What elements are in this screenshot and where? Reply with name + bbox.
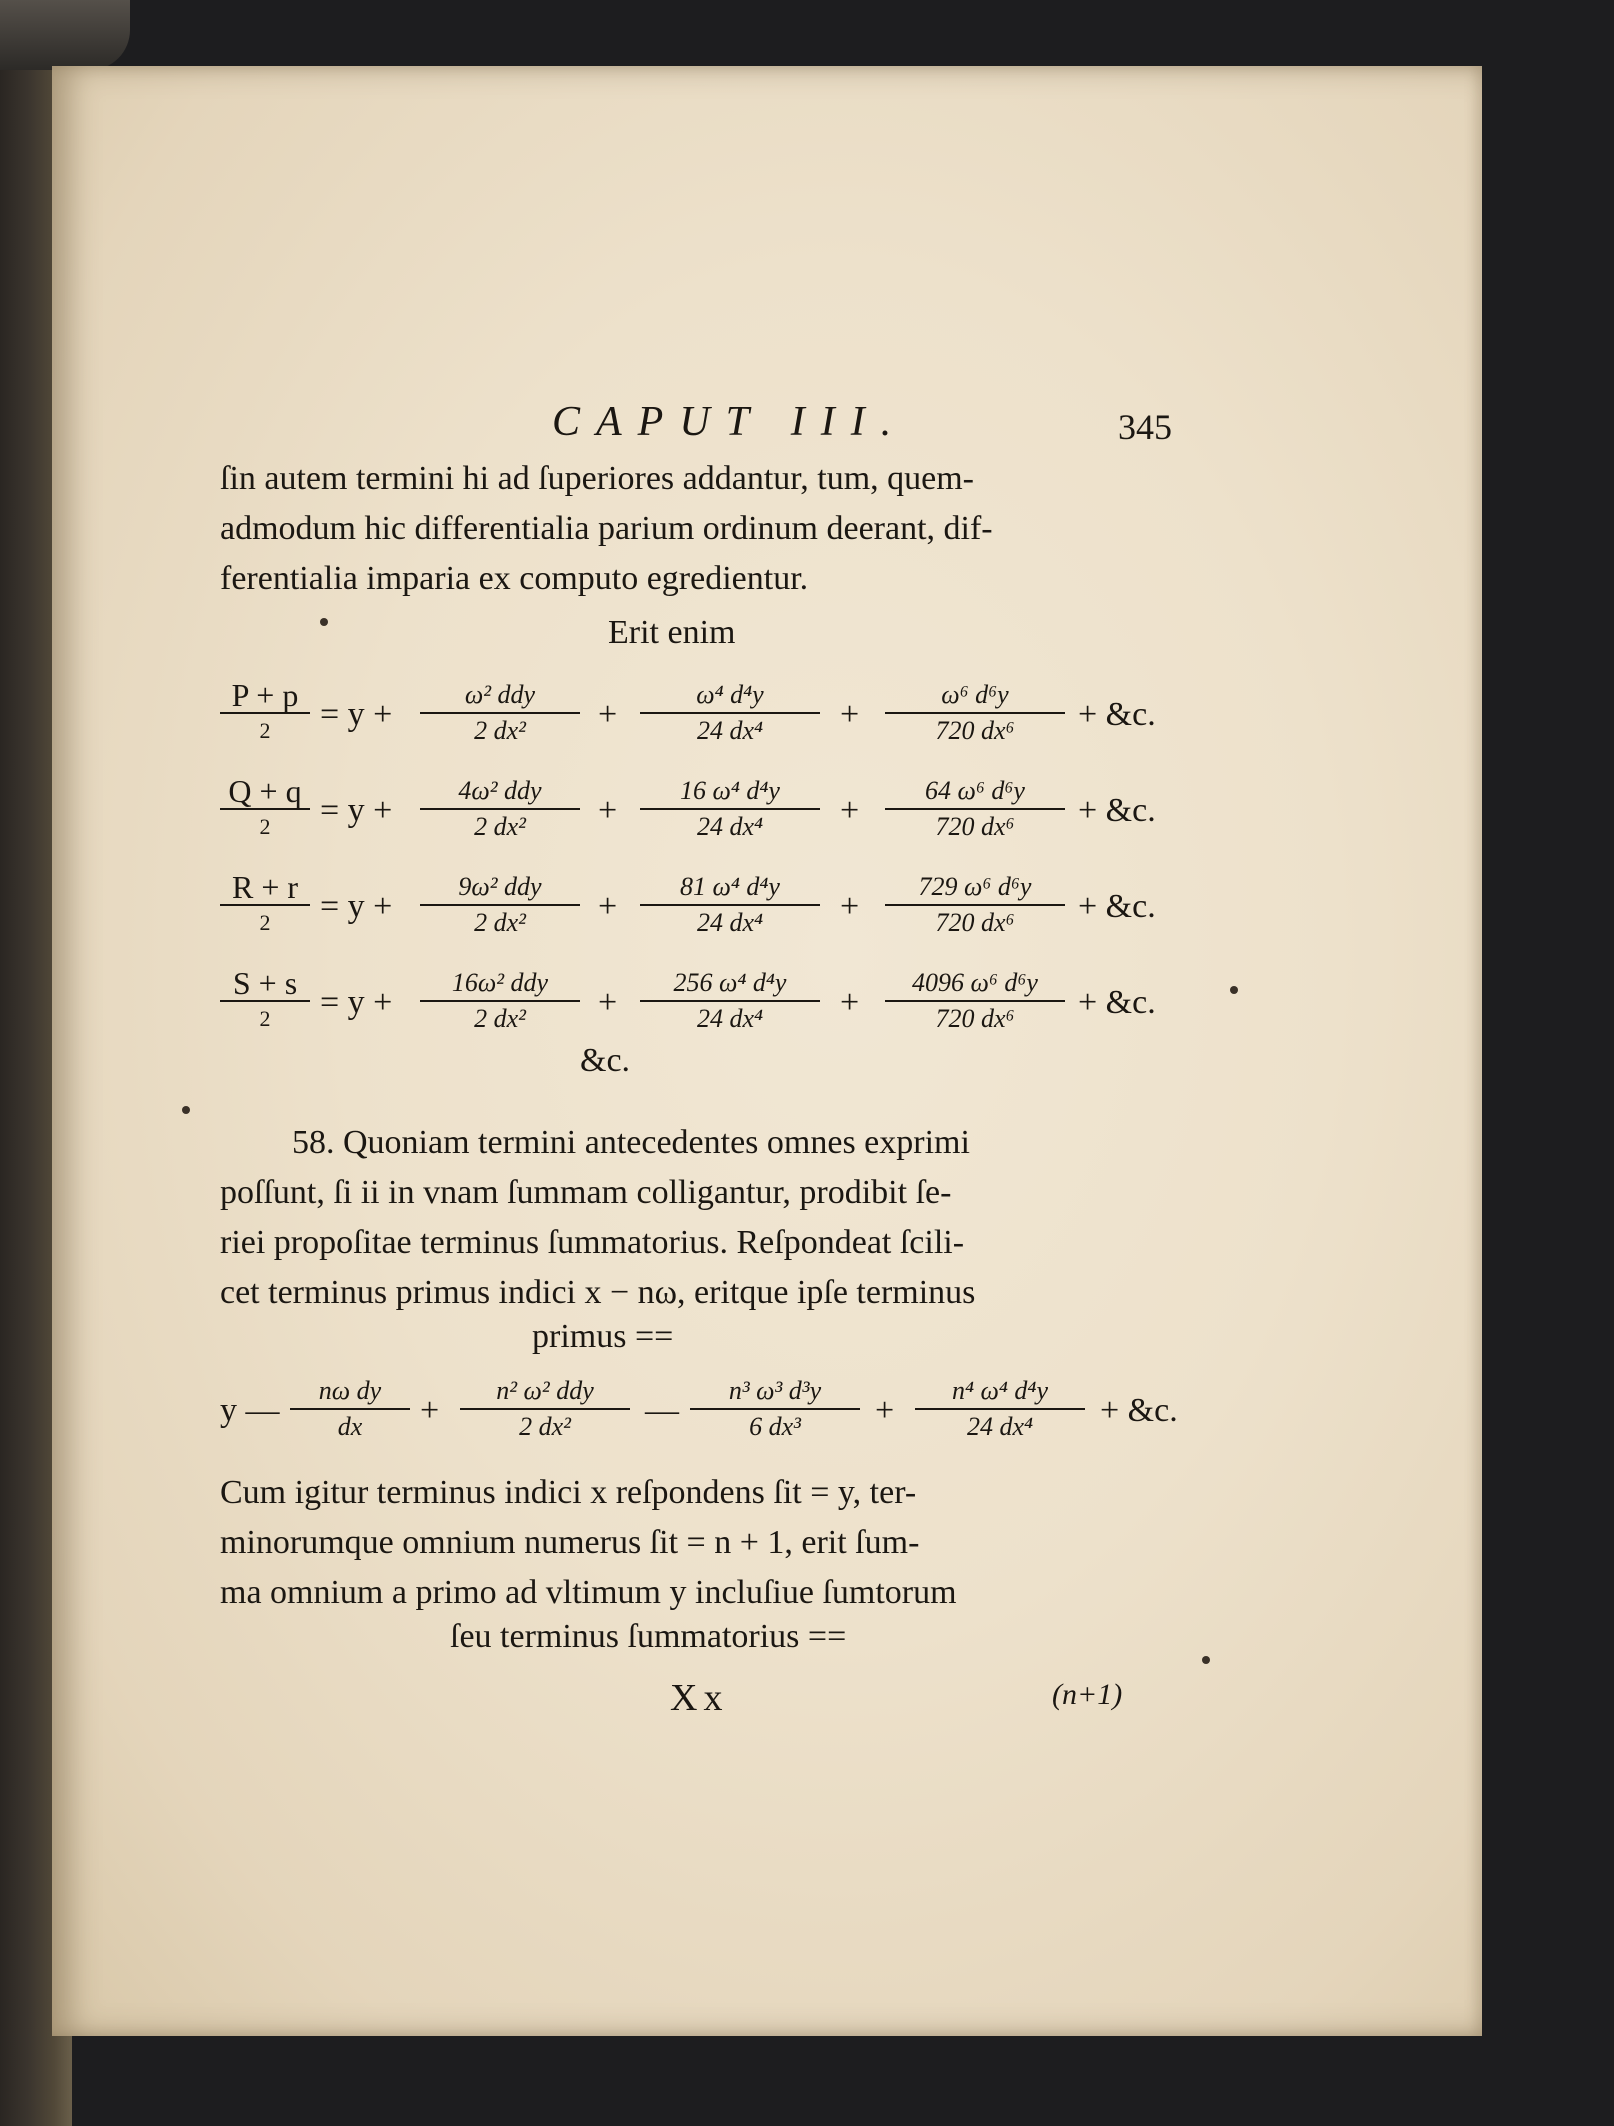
text-line: 58. Quoniam termini antecedentes omnes exprimi: [292, 1124, 970, 1161]
text-line: cet terminus primus indici x − nω, eritque ipſe terminus: [220, 1274, 976, 1311]
equation-row: [220, 773, 1156, 854]
plus-sign: +: [840, 984, 860, 1021]
lhs-fraction: S + s 2: [220, 966, 310, 1036]
term-fraction: $\frac{\text{729 ω⁶ d⁶y}}{\text{720 dx⁶}}$: [885, 870, 1065, 940]
term-fraction: 4ω² ddy 2 dx²: [420, 774, 580, 844]
term-fraction: 16ω² ddy 2 dx²: [420, 966, 580, 1036]
term-fraction: $\frac{\text{n⁴ ω⁴ d⁴y}}{\text{24 dx⁴}}$: [915, 1374, 1085, 1444]
term-fraction: $\frac{\text{ω⁶ d⁶y}}{\text{720 dx⁶}}$: [885, 678, 1065, 748]
primus-line: primus ==: [532, 1318, 674, 1355]
intro-paragraph: [220, 454, 1160, 604]
term-fraction: $\frac{\text{nω dy}}{dx}$: [290, 1374, 410, 1444]
term-fraction: $\frac{\text{64 ω⁶ d⁶y}}{\text{720 dx⁶}}$: [885, 774, 1065, 844]
running-head: CAPUT III.: [552, 399, 908, 445]
etc-line: &c.: [580, 1042, 631, 1079]
plus-sign: +: [840, 888, 860, 925]
plus-etc: + &c.: [1100, 1392, 1178, 1429]
plus-sign: +: [875, 1392, 895, 1429]
equals-y-plus: = y +: [320, 888, 393, 925]
plus-sign: +: [598, 696, 618, 733]
equation-row: [220, 869, 1156, 950]
minus-sign: —: [645, 1392, 679, 1429]
erit-enim: Erit enim: [608, 614, 736, 651]
text-line: poſſunt, ſi ii in vnam ſummam colligantur, prodibit ſe-: [220, 1174, 952, 1211]
plus-etc: + &c.: [1078, 888, 1156, 925]
text-line: riei propoſitae terminus ſummatorius. Reſpondeat ſcili-: [220, 1224, 965, 1261]
seu-line: ſeu terminus ſummatorius ==: [450, 1618, 847, 1655]
plus-sign: +: [420, 1392, 440, 1429]
lhs-fraction: Q + q 2: [220, 774, 310, 844]
term-fraction: $\frac{\text{n³ ω³ d³y}}{\text{6 dx³}}$: [690, 1374, 860, 1444]
term-fraction: 9ω² ddy 2 dx²: [420, 870, 580, 940]
equation-row: [220, 677, 1156, 758]
plus-sign: +: [598, 984, 618, 1021]
plus-sign: +: [598, 792, 618, 829]
equation-row: [220, 965, 1156, 1046]
term-fraction: $\frac{\text{256 ω⁴ d⁴y}}{\text{24 dx⁴}}$: [640, 966, 820, 1036]
equals-y-plus: = y +: [320, 696, 393, 733]
plus-sign: +: [840, 792, 860, 829]
text-line: ſin autem termini hi ad ſuperiores addantur, tum, quem-: [220, 460, 974, 497]
plus-etc: + &c.: [1078, 696, 1156, 733]
text-line: Cum igitur terminus indici x reſpondens ſit = y, ter-: [220, 1474, 917, 1511]
plus-sign: +: [598, 888, 618, 925]
lhs-fraction: R + r 2: [220, 870, 310, 940]
text-line: minorumque omnium numerus ſit = n + 1, erit ſum-: [220, 1524, 920, 1561]
text-line: admodum hic differentialia parium ordinum deerant, dif-: [220, 510, 993, 547]
plus-sign: +: [840, 696, 860, 733]
term-fraction: $\frac{\text{81 ω⁴ d⁴y}}{\text{24 dx⁴}}$: [640, 870, 820, 940]
signature-mark: Xx: [670, 1677, 729, 1719]
equals-y-plus: = y +: [320, 792, 393, 829]
page-number: 345: [1118, 407, 1172, 447]
spine-edge: [0, 0, 130, 70]
plus-etc: + &c.: [1078, 792, 1156, 829]
ink-speck: [182, 1106, 190, 1114]
text-line: ma omnium a primo ad vltimum y incluſiue ſumtorum: [220, 1574, 957, 1611]
ink-speck: [320, 618, 328, 626]
term-fraction: $\frac{\text{4096 ω⁶ d⁶y}}{\text{720 dx⁶}}$: [885, 966, 1065, 1036]
page-header: [552, 398, 1172, 448]
catchword: (n+1): [1052, 1678, 1123, 1711]
term-fraction: $\frac{\text{ω⁴ d⁴y}}{\text{24 dx⁴}}$: [640, 678, 820, 748]
plus-etc: + &c.: [1078, 984, 1156, 1021]
lhs-fraction: P + p 2: [220, 678, 310, 748]
ink-speck: [1230, 986, 1238, 994]
term-fraction: n² ω² ddy 2 dx²: [460, 1374, 630, 1444]
series-row: [220, 1374, 1178, 1454]
equals-y-plus: = y +: [320, 984, 393, 1021]
term-fraction: $\frac{\text{16 ω⁴ d⁴y}}{\text{24 dx⁴}}$: [640, 774, 820, 844]
ink-speck: [1202, 1656, 1210, 1664]
text-line: ferentialia imparia ex computo egredientur.: [220, 560, 809, 597]
y-minus: y —: [220, 1392, 280, 1429]
term-fraction: ω² ddy 2 dx²: [420, 678, 580, 748]
closing-paragraph: [220, 1468, 1160, 1618]
section-58-paragraph: [220, 1118, 1160, 1318]
book-page: [52, 66, 1482, 2036]
